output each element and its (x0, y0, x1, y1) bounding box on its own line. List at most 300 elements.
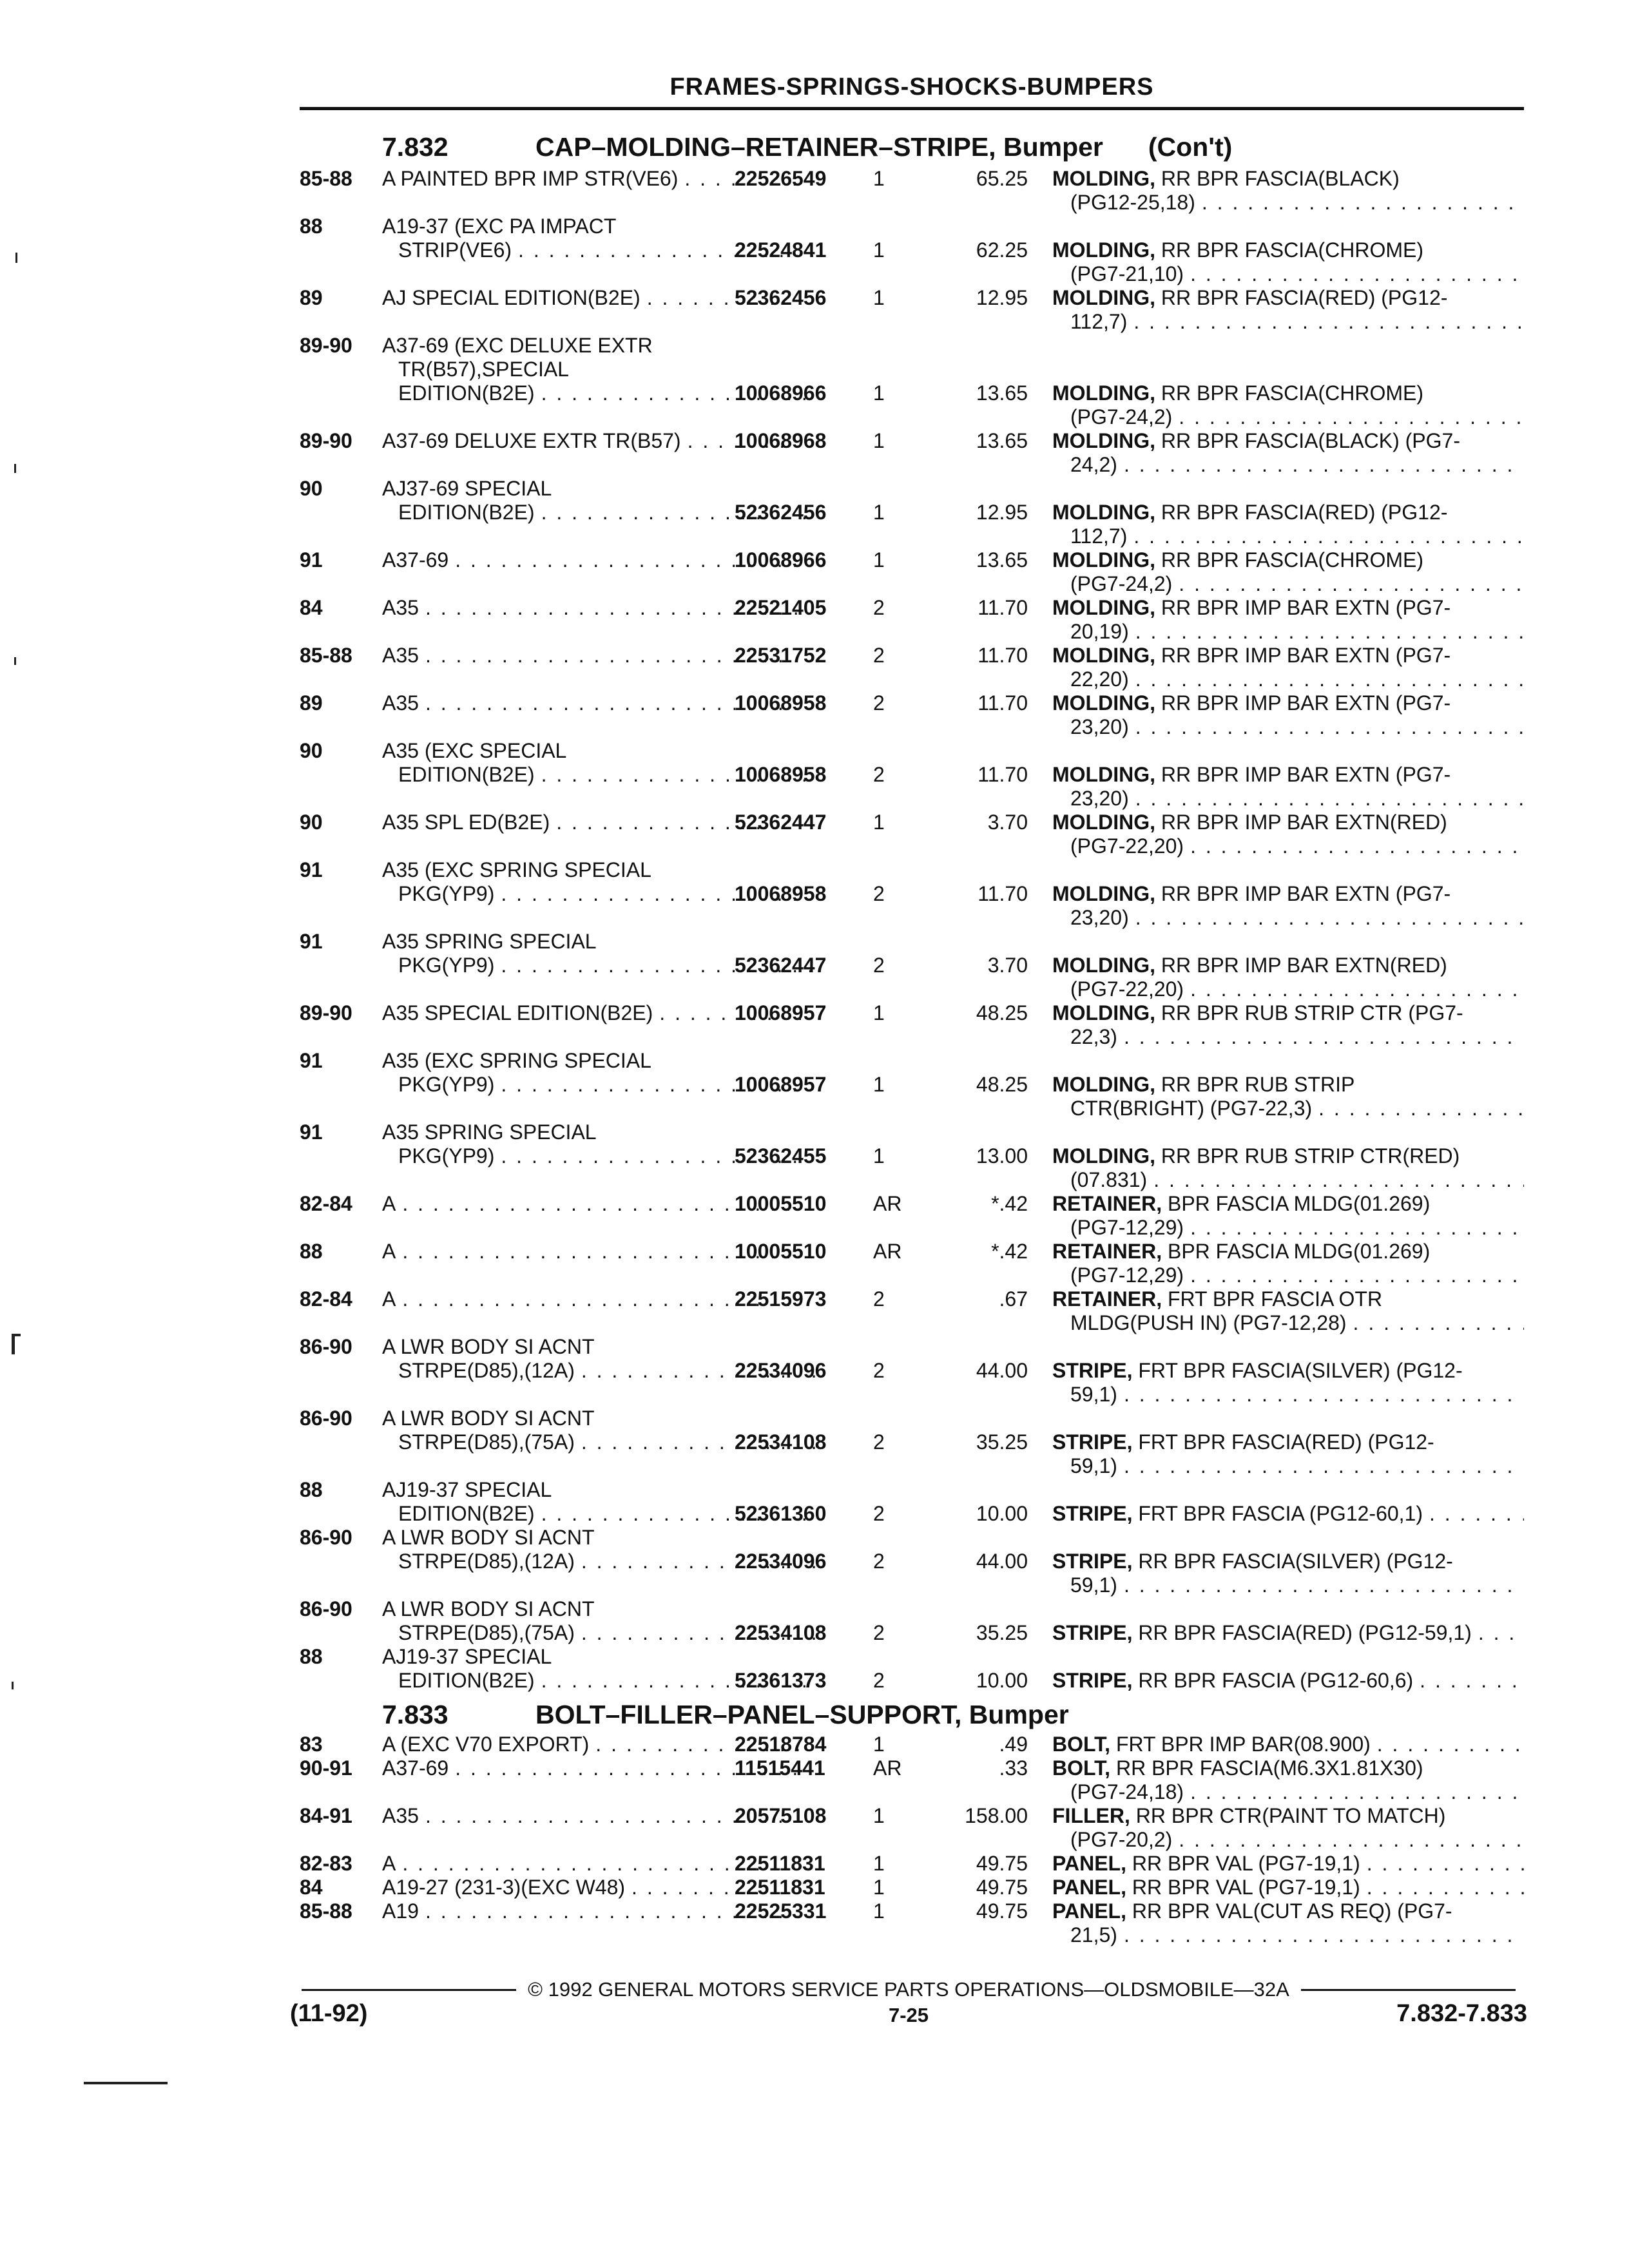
parts-row (300, 858, 1524, 930)
quantity: AR (873, 1756, 902, 1780)
model-years: 88 (300, 1240, 323, 1263)
part-number: 22524841 (735, 238, 827, 262)
part-description: RR BPR FASCIA(RED) (PG12-59,1) (1138, 1621, 1472, 1644)
parts-row (300, 811, 1524, 858)
part-description: RR BPR FASCIA(M6.3X1.81X30) (1115, 1756, 1423, 1780)
quantity: 2 (873, 763, 885, 786)
application (382, 739, 1019, 787)
model-years: 88 (300, 215, 323, 238)
application-text: A19-27 (231-3)(EXC W48) (382, 1876, 626, 1899)
part-description: (PG7-24,18) (1070, 1780, 1184, 1803)
model-years: 84 (300, 1876, 323, 1899)
parts-row (300, 1899, 1524, 1947)
quantity: 1 (873, 381, 885, 405)
model-years: 90 (300, 811, 323, 834)
part-description: RR BPR VAL (PG7-19,1) (1132, 1876, 1360, 1899)
application-text: A35 (382, 1804, 419, 1827)
application-text: A19 (382, 1899, 419, 1923)
description (1052, 548, 1524, 596)
description (1052, 429, 1524, 477)
scan-mark (15, 253, 17, 263)
leader-dots (1347, 1311, 1524, 1335)
part-number: 10068968 (735, 429, 827, 452)
leader-dots (1129, 906, 1524, 930)
leader-dots (1117, 1383, 1524, 1407)
model-years: 89-90 (300, 1001, 352, 1024)
leader-dots (1147, 1168, 1524, 1192)
model-years: 89 (300, 286, 323, 309)
application (382, 1645, 1019, 1693)
price: 10.00 (976, 1502, 1028, 1525)
part-number: 10005510 (735, 1240, 827, 1263)
model-years: 91 (300, 930, 323, 953)
model-years: 82-84 (300, 1287, 352, 1311)
part-description: FRT BPR FASCIA(SILVER) (PG12- (1138, 1359, 1463, 1382)
price: .67 (999, 1287, 1028, 1311)
application (382, 1756, 1019, 1780)
part-number: 22518784 (735, 1733, 827, 1756)
parts-row (300, 1756, 1524, 1804)
description (1052, 1852, 1524, 1876)
price: 48.25 (976, 1073, 1028, 1096)
part-name: MOLDING, (1052, 763, 1155, 786)
application (382, 596, 1019, 620)
part-name: MOLDING, (1052, 167, 1155, 190)
part-description: (PG7-21,10) (1070, 262, 1184, 285)
parts-row (300, 1335, 1524, 1407)
application (382, 215, 1019, 262)
part-number: 22534108 (735, 1621, 827, 1644)
part-description: RR BPR RUB STRIP (1161, 1073, 1355, 1096)
application-text: A37-69 DELUXE EXTR TR(B57) (382, 429, 681, 452)
leader-dots (1312, 1097, 1524, 1120)
part-description: 22,3) (1070, 1025, 1117, 1048)
application-text: A PAINTED BPR IMP STR(VE6) (382, 167, 679, 190)
parts-row (300, 1192, 1524, 1240)
part-description: FRT BPR IMP BAR(08.900) (1115, 1733, 1371, 1756)
leader-dots (1129, 715, 1524, 739)
parts-row (300, 1597, 1524, 1645)
quantity: 1 (873, 548, 885, 572)
application (382, 1804, 1019, 1828)
description (1052, 1001, 1524, 1049)
part-description: RR BPR FASCIA(CHROME) (1161, 238, 1424, 262)
leader-dots (1117, 1923, 1524, 1947)
quantity: 2 (873, 882, 885, 905)
part-name: PANEL, (1052, 1852, 1126, 1875)
part-number: 22511831 (735, 1852, 825, 1875)
leader-dots (1423, 1502, 1524, 1526)
application (382, 644, 1019, 668)
quantity: 1 (873, 501, 885, 524)
price: 35.25 (976, 1430, 1028, 1454)
scan-mark (12, 1682, 14, 1689)
quantity: 1 (873, 1733, 885, 1756)
application (382, 1733, 1019, 1756)
revision-date: (11-92) (290, 2000, 368, 2027)
application-text: EDITION(B2E) (398, 1669, 535, 1692)
quantity: AR (873, 1240, 902, 1263)
part-name: RETAINER, (1052, 1240, 1162, 1263)
part-number: 10068957 (735, 1073, 827, 1096)
description (1052, 811, 1524, 858)
application (382, 691, 1019, 715)
leader-dots (1127, 524, 1524, 548)
application-text: A37-69 (EXC DELUXE EXTR (382, 334, 653, 357)
model-years: 89-90 (300, 429, 352, 452)
part-name: MOLDING, (1052, 548, 1155, 572)
quantity: 1 (873, 811, 885, 834)
parts-row (300, 215, 1524, 286)
quantity: 1 (873, 1899, 885, 1923)
application-text: A35 SPRING SPECIAL (382, 1120, 597, 1144)
application-text: AJ SPECIAL EDITION(B2E) (382, 286, 641, 309)
footer-rule-left (302, 1989, 516, 1991)
part-name: MOLDING, (1052, 381, 1155, 405)
part-name: BOLT, (1052, 1733, 1111, 1756)
quantity: 1 (873, 1804, 885, 1827)
section-heading (300, 1700, 1524, 1731)
description (1052, 882, 1524, 930)
application-text: A35 SPL ED(B2E) (382, 811, 550, 834)
quantity: 1 (873, 1852, 885, 1875)
part-number: 11515441 (735, 1756, 825, 1780)
part-name: STRIPE, (1052, 1621, 1133, 1644)
price: .49 (999, 1733, 1028, 1756)
application-text: A35 (EXC SPRING SPECIAL (382, 858, 651, 881)
leader-dots (1172, 572, 1524, 596)
part-description: 23,20) (1070, 715, 1129, 738)
price: 10.00 (976, 1669, 1028, 1692)
model-years: 88 (300, 1645, 323, 1668)
scan-mark (14, 657, 16, 665)
part-number: 22531752 (735, 644, 827, 667)
part-description: 59,1) (1070, 1383, 1117, 1406)
quantity: 2 (873, 644, 885, 667)
model-years: 86-90 (300, 1335, 352, 1358)
application-text: AJ37-69 SPECIAL (382, 477, 552, 500)
quantity: 1 (873, 167, 885, 190)
page-header (300, 72, 1524, 111)
leader-dots (1172, 1828, 1524, 1852)
part-description: (PG7-24,2) (1070, 405, 1173, 428)
description (1052, 1144, 1524, 1192)
part-description: RR BPR FASCIA(RED) (PG12- (1161, 501, 1448, 524)
parts-row (300, 286, 1524, 334)
parts-row (300, 1407, 1524, 1478)
parts-row (300, 334, 1524, 429)
parts-row (300, 644, 1524, 691)
part-description: RR BPR RUB STRIP CTR(RED) (1161, 1144, 1460, 1168)
price: 49.75 (976, 1899, 1028, 1923)
model-years: 82-83 (300, 1852, 352, 1875)
parts-row (300, 1478, 1524, 1526)
part-description: 22,20) (1070, 668, 1129, 691)
quantity: 2 (873, 1550, 885, 1573)
part-description: (PG7-22,20) (1070, 977, 1184, 1001)
part-number: 52361373 (735, 1669, 827, 1692)
quantity: 2 (873, 954, 885, 977)
part-number: 52362447 (735, 811, 827, 834)
leader-dots (1117, 1454, 1524, 1478)
copyright-row (290, 1978, 1527, 2001)
parts-row (300, 477, 1524, 548)
part-description: RR BPR IMP BAR EXTN(RED) (1161, 954, 1447, 977)
quantity: 2 (873, 691, 885, 715)
part-description: RR BPR VAL(CUT AS REQ) (PG7- (1132, 1899, 1452, 1923)
application-text: EDITION(B2E) (398, 381, 535, 405)
application-text: AJ19-37 SPECIAL (382, 1478, 552, 1501)
part-name: FILLER, (1052, 1804, 1130, 1827)
part-description: RR BPR IMP BAR EXTN (PG7- (1161, 691, 1451, 715)
description (1052, 1287, 1524, 1335)
application-text: A35 (EXC SPECIAL (382, 739, 567, 762)
part-name: RETAINER, (1052, 1192, 1162, 1215)
part-name: STRIPE, (1052, 1430, 1133, 1454)
section-range: 7.832-7.833 (1396, 2000, 1527, 2027)
application (382, 1287, 1019, 1311)
leader-dots (1172, 405, 1524, 429)
part-number: 10068966 (735, 381, 827, 405)
scan-mark (12, 1334, 21, 1336)
part-number: 10068966 (735, 548, 827, 572)
section-subname: Bumper (969, 1700, 1069, 1729)
description (1052, 1621, 1524, 1645)
part-description: (PG7-24,2) (1070, 572, 1173, 595)
application-text: A (382, 1192, 396, 1215)
price: 13.65 (976, 381, 1028, 405)
part-description: (PG7-22,20) (1070, 834, 1184, 858)
part-description: 23,20) (1070, 787, 1129, 810)
description (1052, 1359, 1524, 1407)
model-years: 91 (300, 858, 323, 881)
application (382, 1240, 1019, 1264)
quantity: 2 (873, 1621, 885, 1644)
leader-dots (1472, 1621, 1524, 1645)
quantity: 2 (873, 1359, 885, 1382)
application-text: PKG(YP9) (398, 954, 495, 977)
parts-row (300, 1876, 1524, 1899)
quantity: 1 (873, 429, 885, 452)
part-name: MOLDING, (1052, 644, 1155, 667)
part-description: MLDG(PUSH IN) (PG7-12,28) (1070, 1311, 1347, 1334)
price: 44.00 (976, 1550, 1028, 1573)
part-description: BPR FASCIA MLDG(01.269) (1167, 1192, 1431, 1215)
model-years: 86-90 (300, 1597, 352, 1620)
part-number: 22515973 (735, 1287, 827, 1311)
application-text: A (382, 1852, 396, 1875)
description (1052, 286, 1524, 334)
quantity: 1 (873, 1001, 885, 1024)
application-text: A (382, 1240, 396, 1263)
description (1052, 1756, 1524, 1804)
price: 11.70 (978, 644, 1028, 667)
application-text: A19-37 (EXC PA IMPACT (382, 215, 617, 238)
application-text: A37-69 (382, 1756, 449, 1780)
application-text: A35 (382, 691, 419, 715)
part-name: MOLDING, (1052, 501, 1155, 524)
part-description: RR BPR FASCIA(BLACK) (1161, 167, 1400, 190)
application-text: PKG(YP9) (398, 1144, 495, 1168)
application-text: PKG(YP9) (398, 882, 495, 905)
part-number: 52361360 (735, 1502, 827, 1525)
part-name: MOLDING, (1052, 882, 1155, 905)
application (382, 477, 1019, 524)
part-number: 10068958 (735, 882, 827, 905)
section-subname: Bumper (1003, 132, 1103, 162)
part-name: MOLDING, (1052, 429, 1155, 452)
part-description: RR BPR VAL (PG7-19,1) (1132, 1852, 1360, 1875)
scan-mark (12, 1334, 15, 1354)
model-years: 83 (300, 1733, 323, 1756)
part-description: 112,7) (1070, 310, 1128, 333)
parts-row (300, 167, 1524, 215)
application-text: A LWR BODY SI ACNT (382, 1526, 595, 1549)
part-name: BOLT, (1052, 1756, 1111, 1780)
section-heading (300, 132, 1524, 163)
price: 11.70 (978, 691, 1028, 715)
application (382, 1049, 1019, 1097)
model-years: 90 (300, 477, 323, 500)
quantity: AR (873, 1192, 902, 1215)
part-description: RR BPR CTR(PAINT TO MATCH) (1135, 1804, 1446, 1827)
parts-row (300, 1645, 1524, 1693)
application (382, 858, 1019, 906)
part-name: MOLDING, (1052, 691, 1155, 715)
application-text: A LWR BODY SI ACNT (382, 1597, 595, 1620)
application-text: EDITION(B2E) (398, 501, 535, 524)
part-name: MOLDING, (1052, 596, 1155, 619)
application-text: PKG(YP9) (398, 1073, 495, 1096)
part-number: 22526549 (735, 167, 827, 190)
application-text: A LWR BODY SI ACNT (382, 1335, 595, 1358)
model-years: 91 (300, 548, 323, 572)
description (1052, 1430, 1524, 1478)
part-name: MOLDING, (1052, 1073, 1155, 1096)
price: 11.70 (978, 763, 1028, 786)
part-description: 112,7) (1070, 524, 1128, 548)
section-name: BOLT–FILLER–PANEL–SUPPORT, Bumper (535, 1700, 1069, 1729)
part-description: 21,5) (1070, 1923, 1117, 1946)
parts-row (300, 930, 1524, 1001)
part-description: RR BPR FASCIA(CHROME) (1161, 548, 1424, 572)
model-years: 84 (300, 596, 323, 619)
application-text: A (382, 1287, 396, 1311)
application-text: A35 SPECIAL EDITION(B2E) (382, 1001, 653, 1024)
quantity: 2 (873, 1287, 885, 1311)
quantity: 2 (873, 596, 885, 619)
part-number: 52362456 (735, 286, 827, 309)
price: 12.95 (976, 501, 1028, 524)
page-footer (290, 1978, 1527, 2036)
quantity: 2 (873, 1430, 885, 1454)
price: 3.70 (987, 954, 1028, 977)
price: 49.75 (976, 1852, 1028, 1875)
part-description: FRT BPR FASCIA OTR (1167, 1287, 1383, 1311)
application-text: A35 SPRING SPECIAL (382, 930, 597, 953)
leader-dots (1129, 668, 1524, 691)
part-description: (07.831) (1070, 1168, 1148, 1191)
part-description: 59,1) (1070, 1454, 1117, 1477)
parts-row (300, 691, 1524, 739)
part-name: MOLDING, (1052, 1001, 1155, 1024)
model-years: 90-91 (300, 1756, 352, 1780)
parts-row (300, 429, 1524, 477)
application (382, 429, 1019, 453)
model-years: 88 (300, 1478, 323, 1501)
price: 35.25 (976, 1621, 1028, 1644)
application (382, 1407, 1019, 1454)
part-name: RETAINER, (1052, 1287, 1162, 1311)
quantity: 1 (873, 1876, 885, 1899)
part-name: MOLDING, (1052, 286, 1155, 309)
application (382, 1192, 1019, 1216)
description (1052, 1192, 1524, 1240)
description (1052, 1876, 1524, 1899)
leader-dots (1360, 1876, 1524, 1899)
part-description: FRT BPR FASCIA(RED) (PG12- (1138, 1430, 1434, 1454)
price: 13.65 (976, 548, 1028, 572)
part-description: 20,19) (1070, 620, 1129, 643)
part-description: RR BPR IMP BAR EXTN (PG7- (1161, 596, 1451, 619)
section-number: 7.832 (382, 132, 448, 162)
part-description: RR BPR FASCIA(CHROME) (1161, 381, 1424, 405)
description (1052, 381, 1524, 429)
application (382, 1001, 1019, 1025)
part-description: RR BPR FASCIA(RED) (PG12- (1161, 286, 1448, 309)
application-text: STRPE(D85),(75A) (398, 1430, 575, 1454)
part-description: 23,20) (1070, 906, 1129, 929)
model-years: 89-90 (300, 334, 352, 357)
parts-row (300, 1049, 1524, 1120)
description (1052, 1073, 1524, 1120)
application (382, 1876, 1019, 1899)
part-name: PANEL, (1052, 1899, 1126, 1923)
model-years: 89 (300, 691, 323, 715)
part-description: RR BPR IMP BAR EXTN (PG7- (1161, 644, 1451, 667)
application (382, 1899, 1019, 1923)
part-description: RR BPR IMP BAR EXTN (PG7- (1161, 763, 1451, 786)
leader-dots (1117, 1573, 1524, 1597)
part-number: 10068957 (735, 1001, 827, 1024)
part-name: STRIPE, (1052, 1669, 1133, 1692)
scan-mark (14, 464, 16, 473)
part-description: CTR(BRIGHT) (PG7-22,3) (1070, 1097, 1313, 1120)
application-text: A35 (382, 596, 419, 619)
application (382, 811, 1019, 834)
price: 158.00 (965, 1804, 1028, 1827)
footer-rule-right (1301, 1989, 1516, 1991)
part-description: RR BPR FASCIA(SILVER) (PG12- (1138, 1550, 1453, 1573)
part-number: 22525331 (735, 1899, 827, 1923)
copyright-text: © 1992 GENERAL MOTORS SERVICE PARTS OPERATIONS—OLDSMOBILE—32A (528, 1978, 1289, 2001)
price: 12.95 (976, 286, 1028, 309)
leader-dots (1360, 1852, 1524, 1876)
part-number: 22534096 (735, 1550, 827, 1573)
part-description: BPR FASCIA MLDG(01.269) (1167, 1240, 1431, 1263)
part-number: 22511831 (735, 1876, 825, 1899)
part-description: RR BPR FASCIA (PG12-60,6) (1138, 1669, 1414, 1692)
quantity: 2 (873, 1502, 885, 1525)
model-years: 85-88 (300, 167, 352, 190)
scan-mark (84, 2082, 168, 2084)
price: 44.00 (976, 1359, 1028, 1382)
parts-row (300, 1240, 1524, 1287)
price: 49.75 (976, 1876, 1028, 1899)
leader-dots (1184, 262, 1524, 286)
application (382, 1597, 1019, 1645)
section-name: CAP–MOLDING–RETAINER–STRIPE, Bumper (Con't) (535, 132, 1233, 162)
